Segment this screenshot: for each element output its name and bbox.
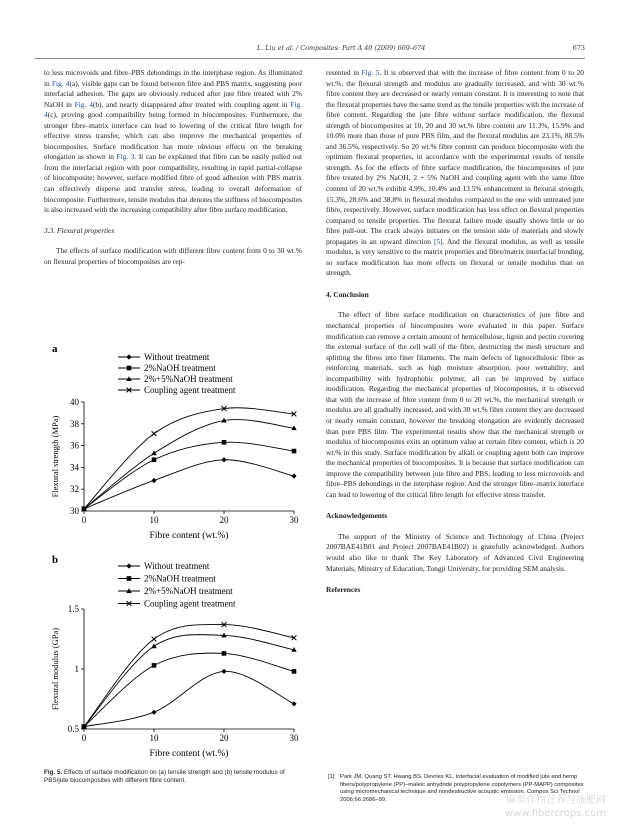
text-segment: . And the flexural modulus, as well as tensile modulus, is very sensitive to the matrix properties and fibre/matrix interfacial bonding, so surface modification has more effects on flexural or tensile modulus than on strength.	[326, 236, 584, 278]
chart-a-flexural-strength	[44, 338, 312, 550]
data-point	[222, 651, 227, 656]
data-point	[151, 478, 156, 483]
cross-reference-link[interactable]: [5]	[433, 236, 443, 246]
series-line	[84, 442, 294, 509]
x-tick-label: 20	[219, 515, 229, 525]
y-tick-label: 0.5	[67, 724, 79, 734]
x-axis-label: Fibre content (wt.%)	[149, 749, 229, 759]
text-segment: . It is observed that with the increase of fibre content from 0 to 20 wt.%, the flexural strength and modulus are gradually increased, and with 30 wt.% fibre content they are decreased or nearly remain constant. It is interesting to note that the flexural properties have the same trend as the tensile properties with the increase of fibre content. Regarding the jute fibre without surface modification, the flexural strength of biocomposites at 10, 20 and 30 wt.% fibre content are 11.3%, 15.9% and 10.0% more than those of pure PBS film, and the flexural modulus are 23.1%, 88.5% and 36.5%, respectively. So 20 wt.% fibre content can produce biocomposite with the optimum flexural properties, in accordance with the experimental results of tensile strength. As for the effects of fibre surface modification, the biocomposites of jute fibre treated by 2% NaOH, 2 + 5% NaOH and coupling agent with the same fibre content of 20 wt.% exhibit 4.9%, 10.4% and 13.5% enhancement in flexural strength, 15.3%, 28.6% and 38.8% in flexural modulus compared to the one with untreated jute fibre, respectively. However, surface modification has less effect on flexural properties compared to tensile properties. The flexural failure mode usually shows little or no fibre pull-out. The crack always initiates on the tension side of materials and slowly propagates in an upward direction	[326, 68, 584, 246]
x-marker-shape	[152, 431, 157, 436]
data-point	[152, 431, 157, 436]
diamond-marker-shape	[151, 478, 156, 483]
x-tick-label: 0	[81, 515, 87, 525]
diamond-marker-shape	[126, 354, 131, 359]
acknowledgements-heading: Acknowledgements	[326, 511, 388, 521]
x-tick-label: 10	[149, 733, 159, 743]
data-point	[291, 701, 296, 706]
data-point	[152, 663, 157, 668]
legend-label: 2%+5%NaOH treatment	[144, 586, 233, 596]
caption-text: Effects of surface modification on (a) tensile strength and (b) tensile modulus of PBS/jute biocomposites with different fibre content.	[44, 769, 285, 785]
panel-letter: b	[52, 554, 59, 566]
x-tick-label: 10	[149, 515, 159, 525]
triangle-marker-shape	[151, 643, 156, 648]
watermark	[505, 794, 606, 820]
square-marker-shape	[292, 449, 297, 454]
series-line	[84, 408, 294, 509]
data-point	[152, 637, 157, 642]
y-tick-label: 34	[70, 462, 79, 473]
y-tick-label: 30	[70, 506, 79, 516]
triangle-marker-shape	[151, 450, 156, 455]
legend-marker	[127, 576, 132, 581]
x-tick-label: 20	[219, 733, 229, 743]
y-axis-label: Flexural strength (MPa)	[50, 415, 60, 498]
reference-text: Park JM, Quang ST, Hwang BS, Devries KL. Interfacial evaluation of modified jute and hemp fibers/polypropylene (PP)–maleic anhydride polypropylene copolymers (PP-MAPP) composites using micromechanical technique and nondestructive acoustic emission. Compos Sci Technol 2006;66:2686–99.	[340, 774, 584, 803]
chart-b-flexural-modulus	[44, 552, 312, 764]
square-marker-shape	[292, 669, 297, 674]
legend-marker	[126, 563, 131, 568]
left-paragraph-2: The effects of surface modification with different fibre content from 0 to 30 wt.% on flexural properties of biocomposites are rep-	[44, 246, 302, 266]
legend-label: Without treatment	[144, 352, 210, 362]
diamond-marker-shape	[291, 474, 296, 479]
caption-label: Fig. 5.	[44, 769, 63, 776]
data-point	[292, 449, 297, 454]
square-marker-shape	[152, 663, 157, 668]
conclusion-heading: 4. Conclusion	[326, 289, 369, 299]
cross-reference-link[interactable]: Fig. 4	[74, 99, 93, 109]
y-tick-label: 36	[70, 440, 79, 451]
data-point	[152, 457, 157, 462]
text-segment: (a), visible gaps can be found between fibre and PBS matrix, suggesting poor interfacial adhesion. The gaps are obviously reduced after jute fibre treated with 2% NaOH in	[44, 78, 302, 109]
diamond-marker-shape	[221, 669, 226, 674]
diamond-marker-shape	[291, 701, 296, 706]
data-point	[292, 669, 297, 674]
diamond-marker-shape	[151, 710, 156, 715]
x-tick-label: 30	[289, 733, 299, 743]
left-paragraph-1	[44, 68, 302, 216]
x-tick-label: 30	[289, 515, 299, 525]
reference-number: [1]	[328, 774, 335, 780]
x-marker-shape	[152, 637, 157, 642]
data-point	[221, 457, 226, 462]
square-marker-shape	[127, 576, 132, 581]
square-marker-shape	[127, 366, 132, 371]
data-point	[151, 643, 156, 648]
panel-letter: a	[52, 343, 58, 355]
text-segment: (b), and nearly disappeared after treated with coupling agent in	[92, 99, 291, 109]
square-marker-shape	[152, 457, 157, 462]
series-line	[84, 460, 294, 509]
series-line	[84, 635, 294, 727]
y-tick-label: 40	[70, 397, 79, 407]
text-segment: resented in	[326, 68, 362, 77]
y-tick-label: 1	[74, 664, 79, 674]
legend-label: Without treatment	[144, 561, 210, 571]
cross-reference-link[interactable]: Fig. 5	[361, 68, 380, 77]
series-line	[84, 671, 294, 726]
data-point	[291, 474, 296, 479]
data-point	[221, 669, 226, 674]
data-point	[151, 450, 156, 455]
cross-reference-link[interactable]: Fig. 4	[51, 78, 70, 88]
header-rule	[35, 58, 585, 59]
y-tick-label: 38	[70, 418, 79, 429]
left-column	[44, 68, 302, 267]
conclusion-text: The effect of fibre surface modification on characteristics of jute fibre and mechanical properties of biocomposites were evaluated in this paper. Surface modification can remove a certain amount of hemicellulose, lignin and pectin covering the external surface of the cell wall of the fibre, destructing the mesh structure and splitting the fibres into finer filaments. The main defects of lignocellulosic fibre as reinforcing materials, such as high moisture absorption, poor wettability, and incompatibility with hydrophobic polymer, all can be improved by surface modification. Regarding the mechanical properties of biocomposites, it is observed that with the increase of fibre content from 0 to 20 wt.%, the mechanical strength or modulus are all gradually increased, and with 30 wt.% fibre content they are decreased or nearly remain constant, however the breaking elongation are evidently decreased than pure PBS film. The experimental results show that the mechanical strength or modulus of biocomposites exits an optimum value at certain fibre content, which is 20 wt.% in this study. Surface modification by alkali or coupling agent both can improve the mechanical properties of biocomposites. It is because that surface modification can improve the compatibility between jute fibre and PBS, leading to less microvoids and fibre–PBS debondings in the interphase region. And the stronger fibre–matrix interface can lead to lowering of the critical fibre length for effective stress transfer.	[326, 310, 584, 499]
text-segment: to less microvoids and fibre–PBS debondings in the interphase region. As illuminated in	[44, 68, 302, 88]
cross-reference-link[interactable]: Fig. 4	[44, 99, 302, 120]
legend-label: 2%+5%NaOH treatment	[144, 374, 233, 384]
figure-caption	[44, 769, 306, 786]
square-marker-shape	[222, 651, 227, 656]
y-tick-label: 1.5	[67, 604, 79, 614]
data-point	[222, 440, 227, 445]
text-segment: . It can be explained that fibre can be easily pulled out from the interfacial region with poor compatibility, resulting in rapid partial-collapse of biocomposite; however, surface modified fibre of good adhesion with PBS matrix can effectively disperse and transfer stress, leading to overall deformation of biocomposite. Furthermore, tensile modulus that denotes the stiffness of biocomposites is also increased with the increasing compatibility after fibre surface modification.	[44, 152, 302, 215]
y-axis-label: Flexural modulus (GPa)	[50, 627, 60, 711]
cross-reference-link[interactable]: Fig. 3	[116, 152, 135, 162]
legend-marker	[127, 366, 132, 371]
watermark-line-2: www.fibercrops.com	[504, 808, 606, 819]
legend-label: Coupling agent treatment	[144, 598, 236, 609]
legend-marker	[126, 354, 131, 359]
legend-label: 2%NaOH treatment	[144, 363, 216, 373]
x-axis-label: Fibre content (wt.%)	[149, 531, 229, 541]
legend-label: Coupling agent treatment	[144, 385, 236, 395]
right-column	[326, 68, 584, 596]
series-line	[84, 653, 294, 727]
diamond-marker-shape	[126, 563, 131, 568]
diamond-marker-shape	[221, 457, 226, 462]
series-line	[84, 625, 294, 727]
y-tick-label: 32	[70, 484, 79, 495]
text-segment: (c), proving good compatibility being formed in biocomposites. Furthermore, the stronger fibre–matrix interface can lead to lowering of the critical fibre length for effective stress transfer, which can also improve the mechanical properties of biocomposites. Surface modification has more obvious effects on the breaking elongation as shown in	[44, 110, 302, 162]
square-marker-shape	[222, 440, 227, 445]
legend-label: 2%NaOH treatment	[144, 573, 216, 584]
watermark-line-1: 麻类作物营养与施肥网	[506, 795, 606, 806]
running-title: L. Liu et al. / Composites: Part A 40 (2009) 669–674	[257, 44, 426, 52]
x-tick-label: 0	[81, 733, 87, 743]
references-heading: References	[326, 585, 361, 595]
page-number: 673	[572, 44, 585, 52]
acknowledgements-text: The support of the Ministry of Science and Technology of China (Project 2007BAE41B01 and Project 2007BAE41B02) is gratefully acknowledged. Authors would also like to thank The Key Laboratory of Advanced Civil Engineering Materials, Ministry of Education, Tongji University, for providing SEM analysis.	[326, 531, 584, 573]
data-point	[151, 710, 156, 715]
right-paragraph-1	[326, 68, 584, 279]
section-heading-flexural: 3.3. Flexural properties	[44, 225, 115, 235]
